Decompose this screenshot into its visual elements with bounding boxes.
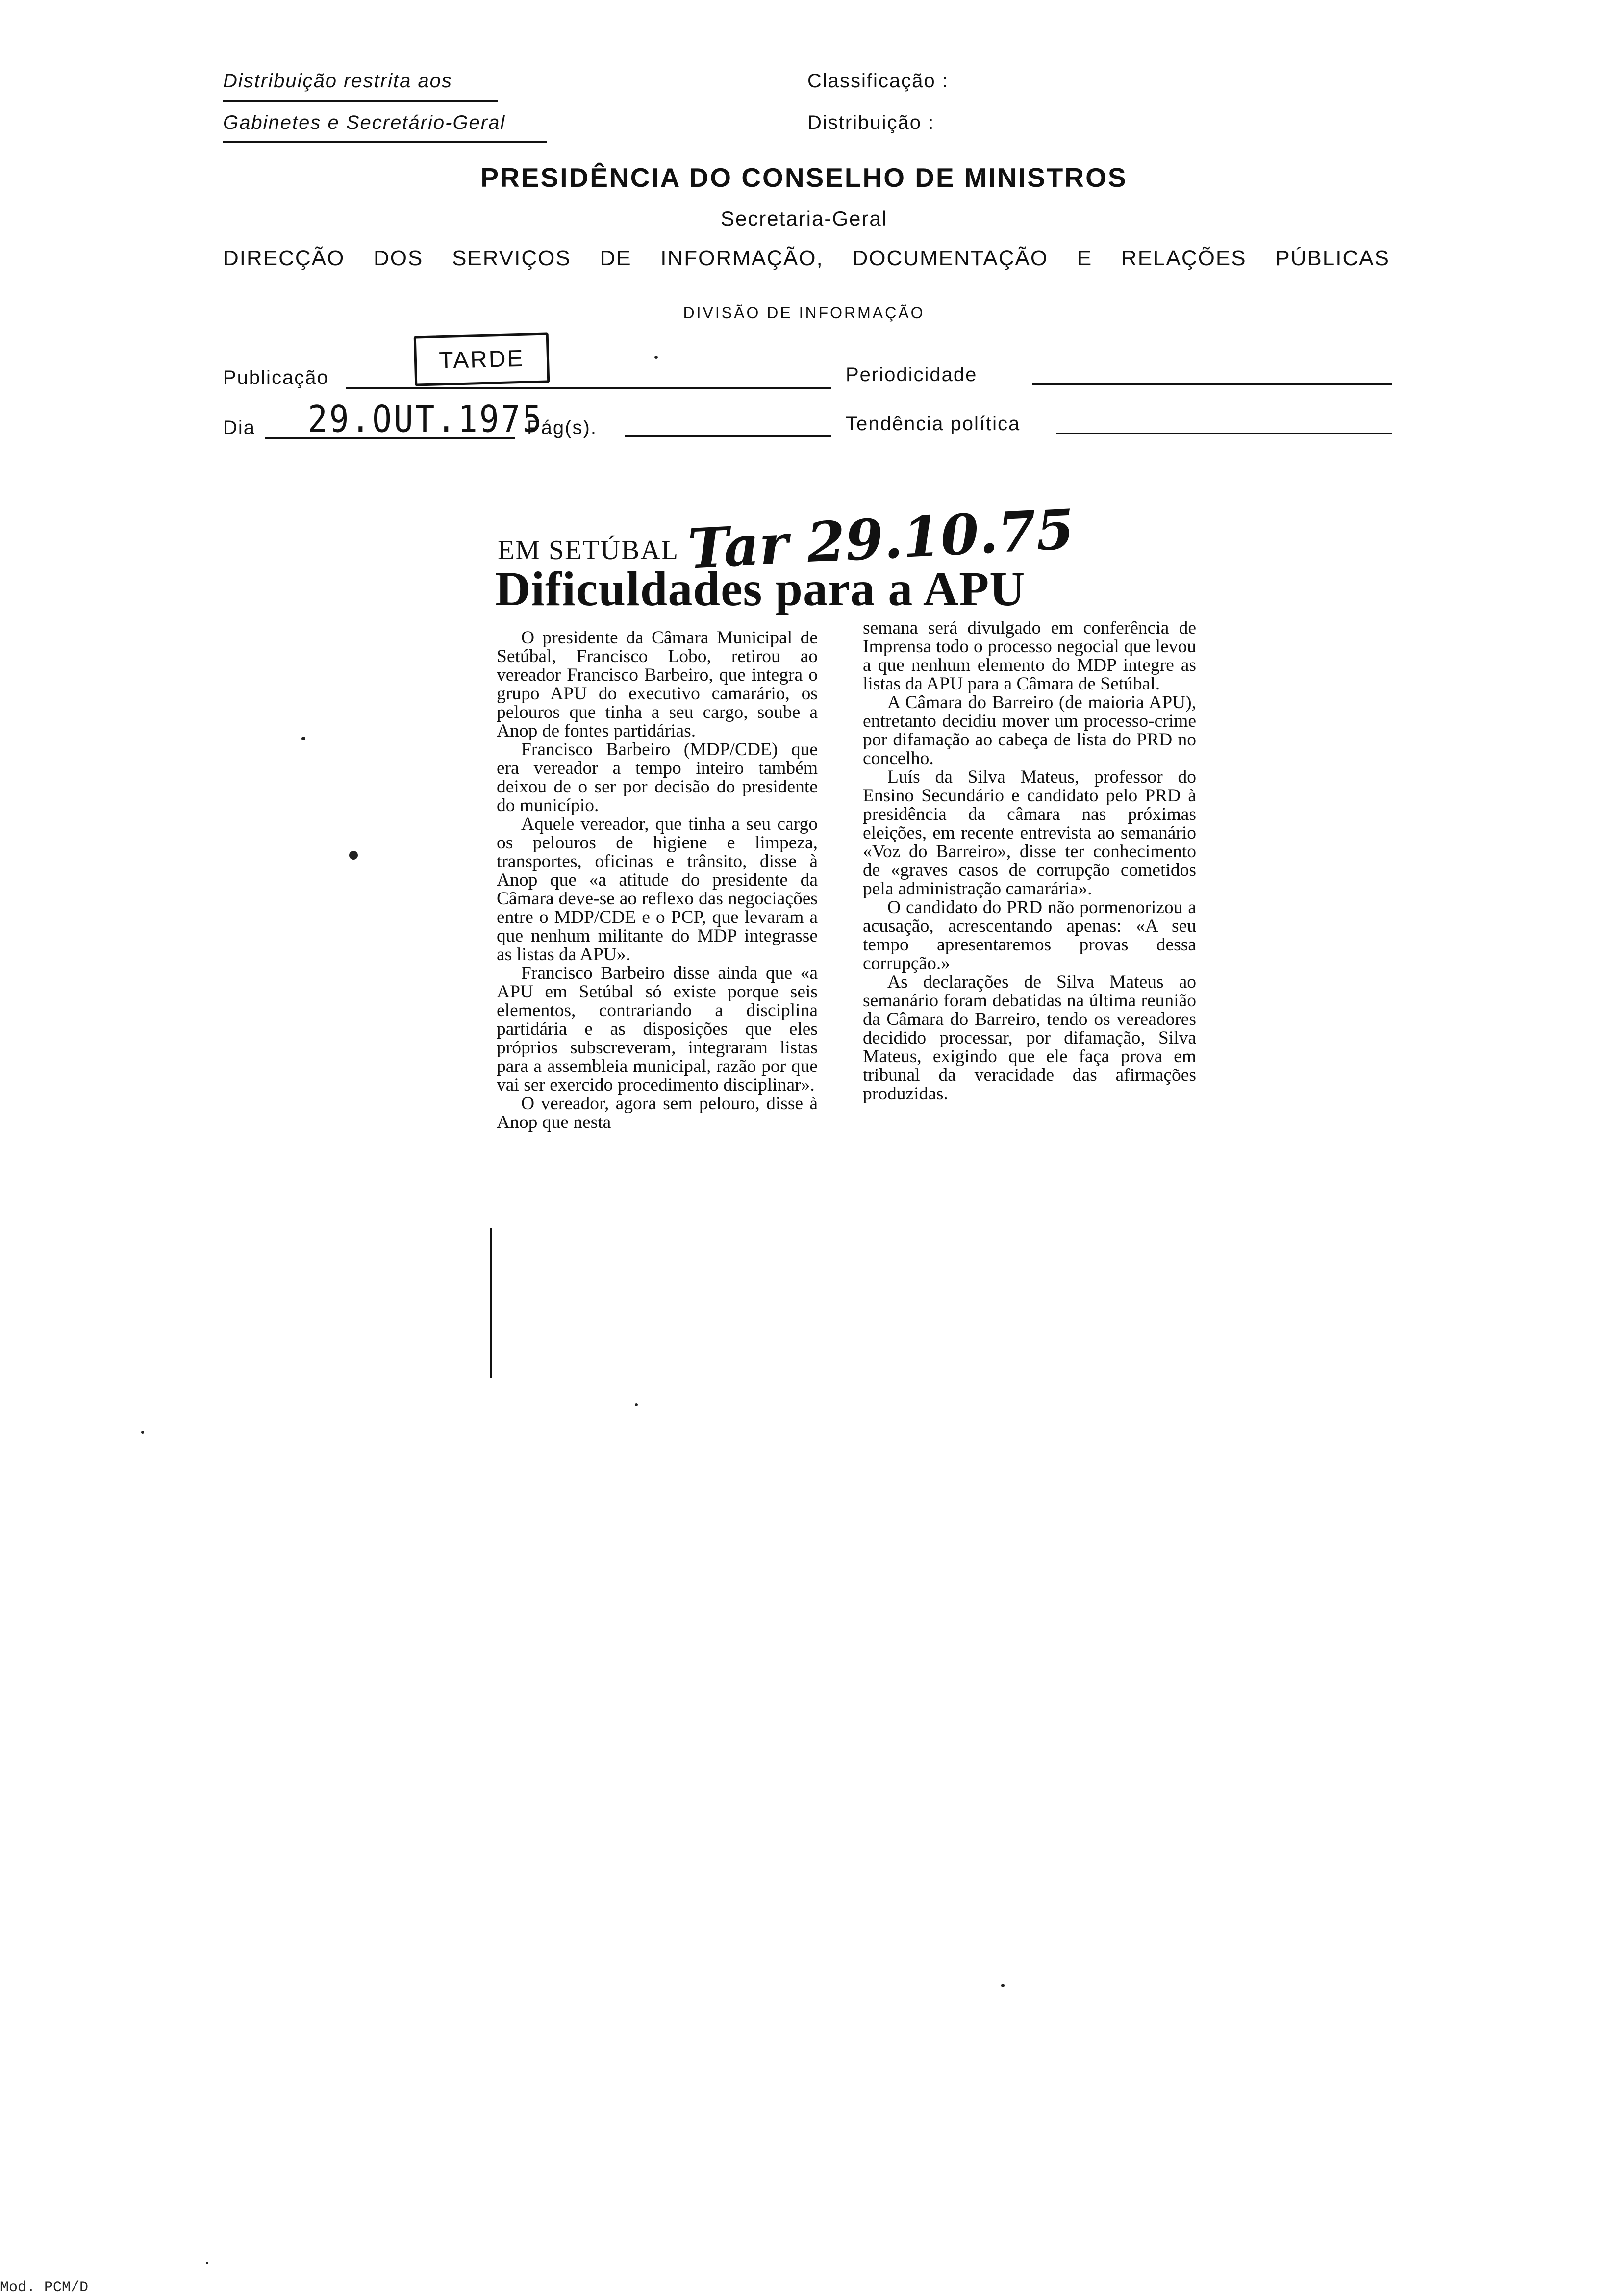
divisao-heading: DIVISÃO DE INFORMAÇÃO <box>683 304 925 322</box>
scan-speck <box>1001 1984 1005 1987</box>
pags-label: Pág(s). <box>527 417 597 438</box>
article-paragraph: Aquele vereador, que tinha a seu cargo os pelouros de higiene e limpeza, transportes, oficinas e trânsito, disse à Anop que «a atitude do presidente da Câmara deve-se ao reflexo das negociações entre o MDP/CDE e o PCP, que levaram a que nenhum militante do MDP integrasse as listas da APU». <box>497 814 818 965</box>
handwritten-date-note: Tar 29.10.75 <box>686 497 1076 582</box>
article-column-right <box>863 619 1196 1103</box>
pags-fill-line <box>625 435 831 437</box>
scan-speck <box>654 356 658 359</box>
publicacao-label: Publicação <box>223 367 329 388</box>
article-paragraph: O candidato do PRD não pormenorizou a acusação, acrescentando apenas: «A seu tempo apresentaremos provas dessa corrupção.» <box>863 897 1196 973</box>
direccao-word: DOS <box>373 246 424 270</box>
direccao-word: INFORMAÇÃO, <box>660 246 824 270</box>
form-code: Mod. PCM/D <box>0 2279 89 2296</box>
direccao-word: DIRECÇÃO <box>223 246 345 270</box>
article-paragraph: Francisco Barbeiro disse ainda que «a APU em Setúbal só existe porque seis elementos, contrariando a disciplina partidária e as disposições que eles próprios subscreveram, integraram listas para a assembleia municipal, razão por que vai ser exercido procedimento disciplinar». <box>497 963 818 1095</box>
restricted-distribution-line1: Distribuição restrita aos <box>223 70 452 92</box>
article-paragraph: Francisco Barbeiro (MDP/CDE) que era vereador a tempo inteiro também deixou de o ser por decisão do presidente do município. <box>497 740 818 816</box>
periodicidade-fill-line <box>1032 383 1392 385</box>
article-headline: Dificuldades para a APU <box>495 561 1026 616</box>
article-paragraph: Luís da Silva Mateus, professor do Ensino Secundário e candidato pelo PRD à presidência da câmara nas próximas eleições, em recente entrevista ao semanário «Voz do Barreiro», disse ter conhecimento de «graves casos de corrupção cometidos pela administração camarária». <box>863 767 1196 899</box>
direccao-word: RELAÇÕES <box>1121 246 1247 270</box>
tendencia-fill-line <box>1056 433 1392 434</box>
article-kicker: EM SETÚBAL <box>498 535 679 565</box>
classificacao-label: Classificação : <box>807 70 949 92</box>
periodicidade-label: Periodicidade <box>846 364 978 385</box>
article-paragraph: semana será divulgado em conferência de Imprensa todo o processo negocial que levou a que nenhum elemento do MDP integre as listas da APU para a Câmara de Setúbal. <box>863 618 1196 694</box>
publication-stamp: TARDE <box>414 332 550 386</box>
article-paragraph: O presidente da Câmara Municipal de Setúbal, Francisco Lobo, retirou ao vereador Francisco Barbeiro, que integra o grupo APU do executivo camarário, os pelouros que tinha a seu cargo, soube a Anop de fontes partidárias. <box>497 628 818 741</box>
document-subtitle: Secretaria-Geral <box>720 207 888 230</box>
scan-speck <box>141 1431 144 1434</box>
scan-speck <box>349 851 358 860</box>
scan-speck <box>635 1403 638 1406</box>
underline-rule <box>223 141 547 143</box>
direccao-word: PÚBLICAS <box>1275 246 1390 270</box>
article-paragraph: A Câmara do Barreiro (de maioria APU), entretanto decidiu mover um processo-crime por difamação ao cabeça de lista do PRD no concelho. <box>863 692 1196 768</box>
publicacao-fill-line <box>346 387 831 389</box>
scan-speck <box>302 737 305 740</box>
scan-speck <box>206 2262 208 2264</box>
underline-rule <box>223 100 498 102</box>
dia-label: Dia <box>223 417 256 438</box>
restricted-distribution-line2: Gabinetes e Secretário-Geral <box>223 112 506 133</box>
date-stamp: 29.OUT.1975 <box>308 397 544 441</box>
direccao-heading <box>223 246 1390 271</box>
direccao-word: DOCUMENTAÇÃO <box>852 246 1049 270</box>
direccao-word: DE <box>600 246 632 270</box>
direccao-word: SERVIÇOS <box>452 246 571 270</box>
distribuicao-label: Distribuição : <box>807 112 935 133</box>
article-column-left <box>497 629 818 1132</box>
tendencia-politica-label: Tendência política <box>846 413 1021 434</box>
direccao-word: E <box>1077 246 1093 270</box>
document-title: PRESIDÊNCIA DO CONSELHO DE MINISTROS <box>480 162 1128 193</box>
article-paragraph: As declarações de Silva Mateus ao semanário foram debatidas na última reunião da Câmara do Barreiro, tendo os vereadores decidido processar, por difamação, Silva Mateus, exigindo que ele faça prova em tribunal da veracidade das afirmações produzidas. <box>863 972 1196 1104</box>
article-paragraph: O vereador, agora sem pelouro, disse à Anop que nesta <box>497 1094 818 1132</box>
clipping-margin-rule <box>490 1228 492 1378</box>
